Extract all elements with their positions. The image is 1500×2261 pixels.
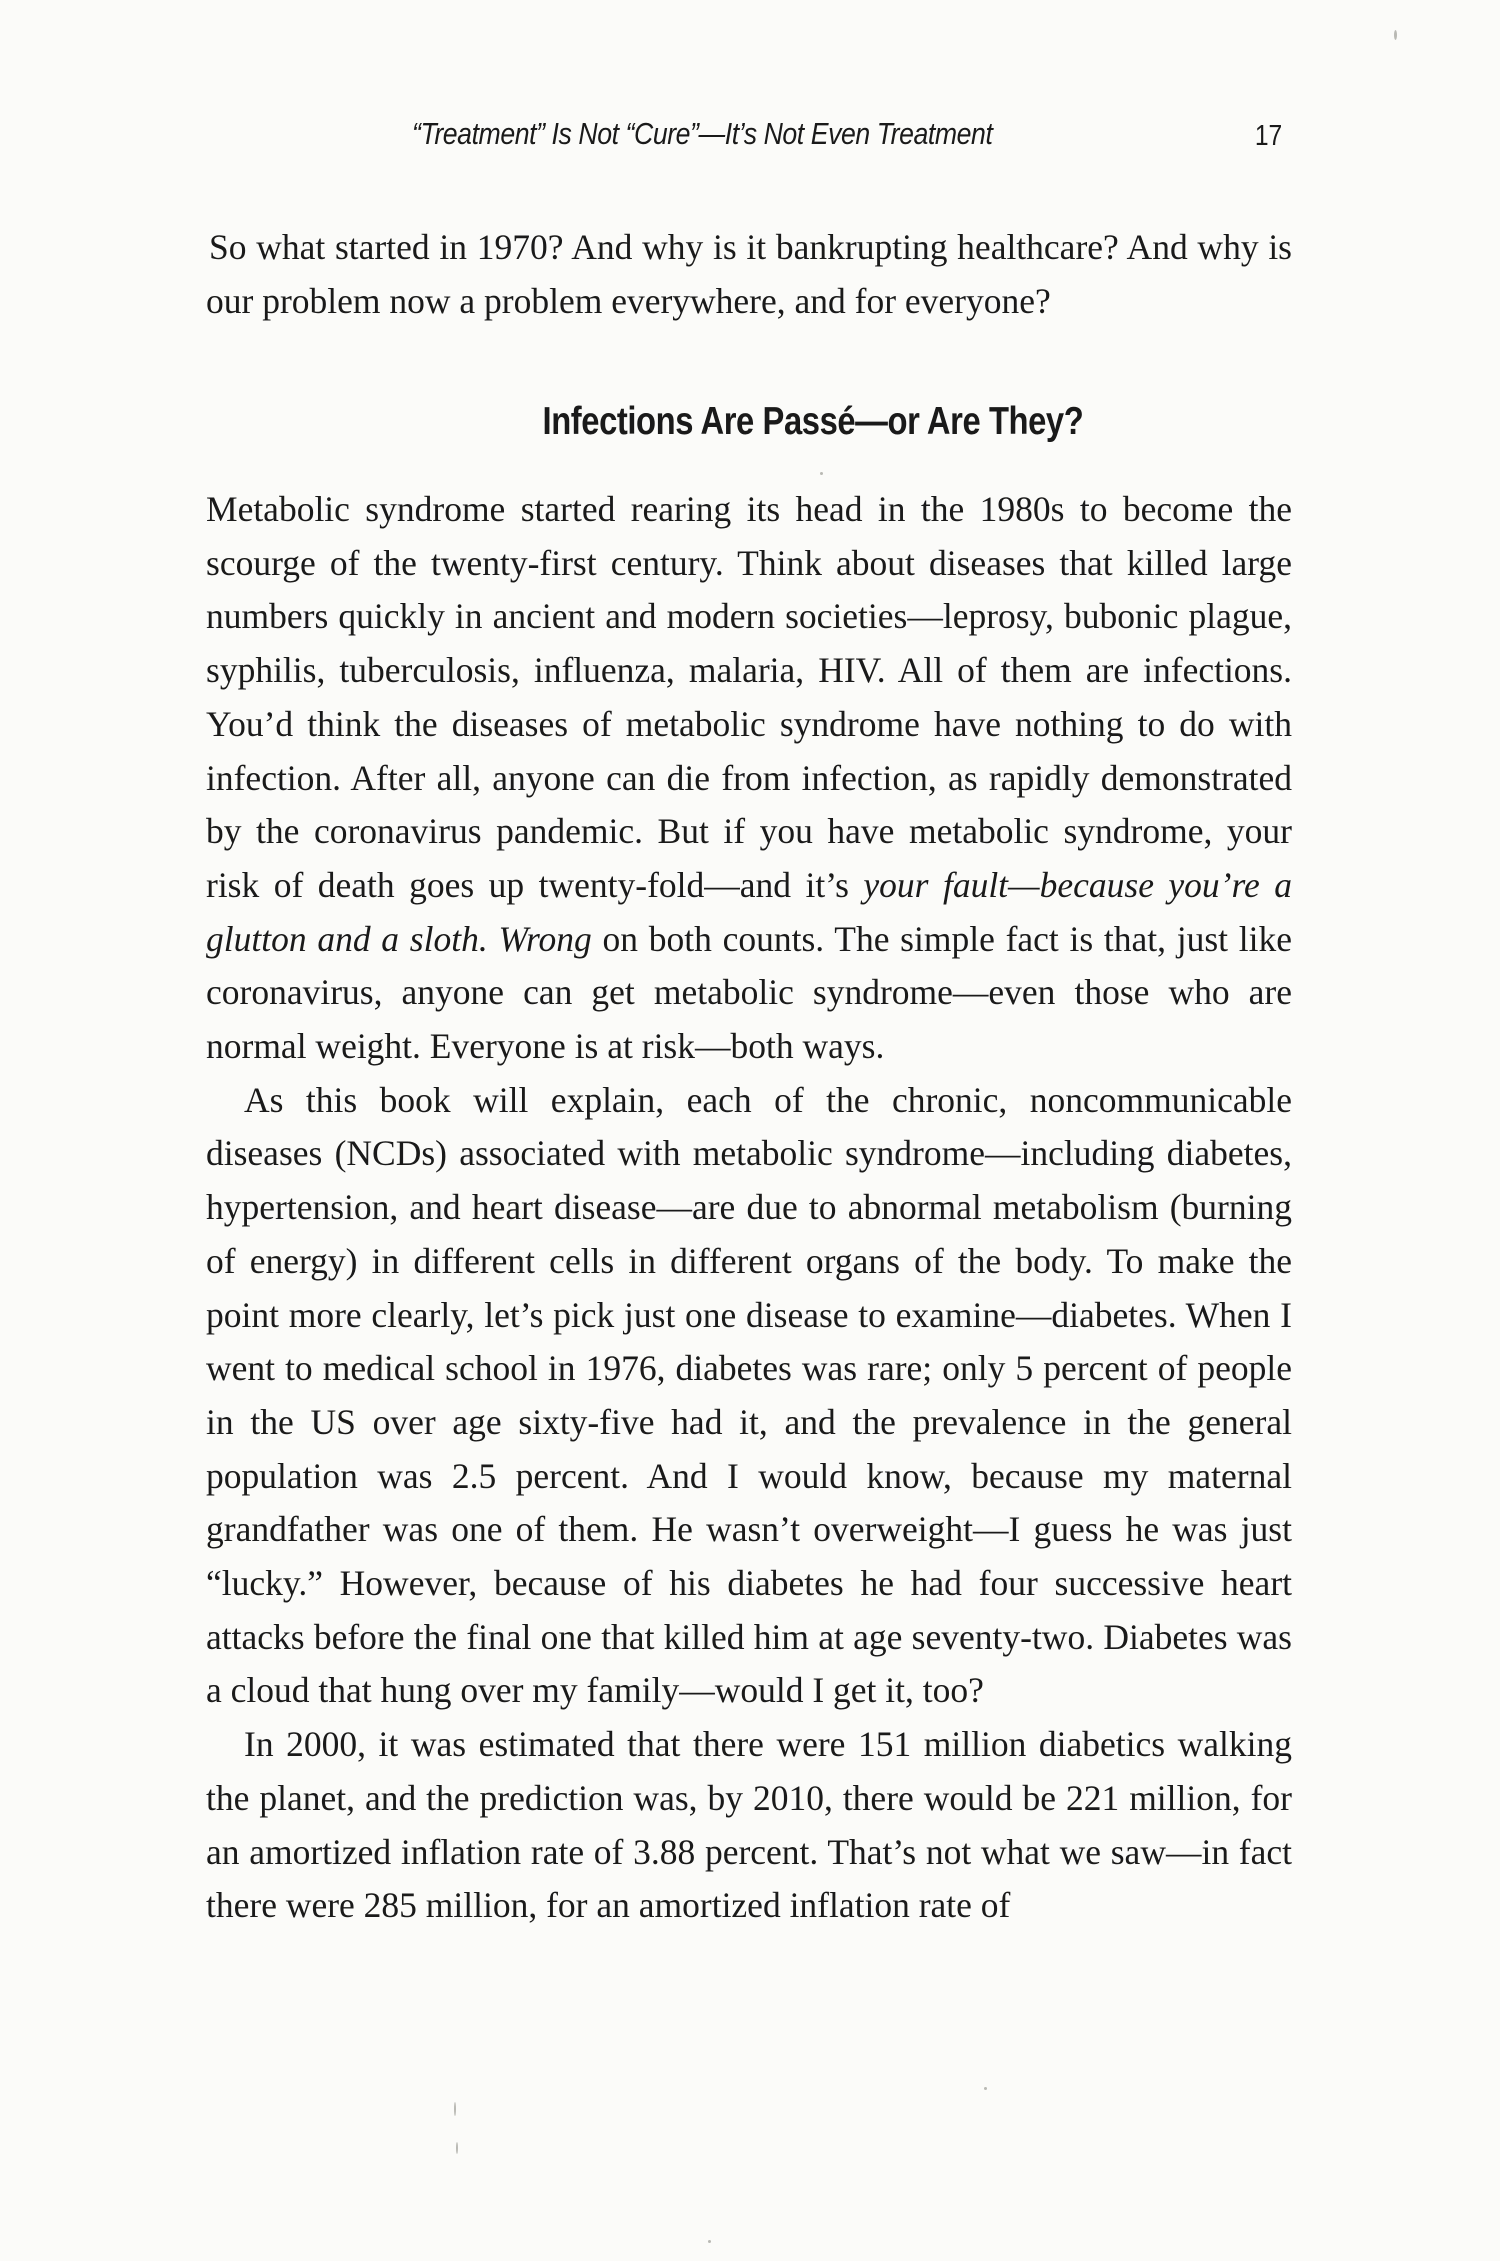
paragraph-1-text-b: on both counts. The simple fact is that, just like coronavirus, anyone can get metabolic syndrome—even those who are normal weight. Everyone is at risk—both ways. <box>206 918 1292 1067</box>
page-number: 17 <box>1254 120 1282 152</box>
scan-speck <box>1394 30 1397 40</box>
opening-text <box>206 221 1292 328</box>
section-heading <box>0 400 1500 444</box>
scan-speck <box>984 2087 987 2090</box>
paragraph-1-space <box>488 919 499 959</box>
paragraph-1-text-a: Metabolic syndrome started rearing its head in the 1980s to become the scourge of the twenty-first century. Think about diseases that killed large numbers quickly in ancient and modern societies—leprosy, bubonic plague, syphilis, tuberculosis, influenza, malaria, HIV. All of them are infections. You’d think the diseases of metabolic syndrome have nothing to do with infection. After all, anyone can die from infection, as rapidly demonstrated by the coronavirus pandemic. But if you have metabolic syndrome, your risk of death goes up twenty-fold—and it’s <box>206 489 1292 905</box>
paragraph-3: In 2000, it was estimated that there were 151 million diabetics walking the planet, and the prediction was, by 2010, there would be 221 million, for an amortized inflation rate of 3.88 percent. That’s not what we saw—in fact there were 285 million, for an amortized inflation rate of <box>206 1724 1292 1926</box>
paragraph-1 <box>206 483 1292 1074</box>
opening-paragraph: So what started in 1970? And why is it bankrupting healthcare? And why is our problem now a problem everywhere, and for everyone? <box>206 227 1292 321</box>
section-body <box>206 483 1292 1933</box>
section-heading-text: Infections Are Passé—or Are They? <box>542 400 1084 443</box>
paragraph-1-italic-a: your fault—because you’re a glutton and a sloth. <box>206 864 1292 959</box>
scan-speck <box>708 2240 711 2243</box>
running-head <box>412 116 1282 166</box>
paragraph-2: As this book will explain, each of the chronic, noncommunicable diseases (NCDs) associated with metabolic syndrome—including diabetes, hypertension, and heart disease—are due to abnormal metabolism (burning of energy) in different cells in different organs of the body. To make the point more clearly, let’s pick just one disease to examine—diabetes. When I went to medical school in 1976, diabetes was rare; only 5 percent of people in the US over age sixty-five had it, and the prevalence in the general population was 2.5 percent. And I would know, because my maternal grandfather was one of them. He wasn’t overweight—I guess he was just “lucky.” However, because of his diabetes he had four successive heart attacks before the final one that killed him at age seventy-two. Diabetes was a cloud that hung over my family—would I get it, too? <box>206 1079 1292 1711</box>
paragraph-1-italic-b: Wrong <box>498 918 592 959</box>
running-head-title: “Treatment” Is Not “Cure”—It’s Not Even Treatment <box>412 116 993 151</box>
scan-speck <box>820 472 823 475</box>
scan-speck <box>456 2142 458 2154</box>
scan-speck <box>454 2102 456 2116</box>
